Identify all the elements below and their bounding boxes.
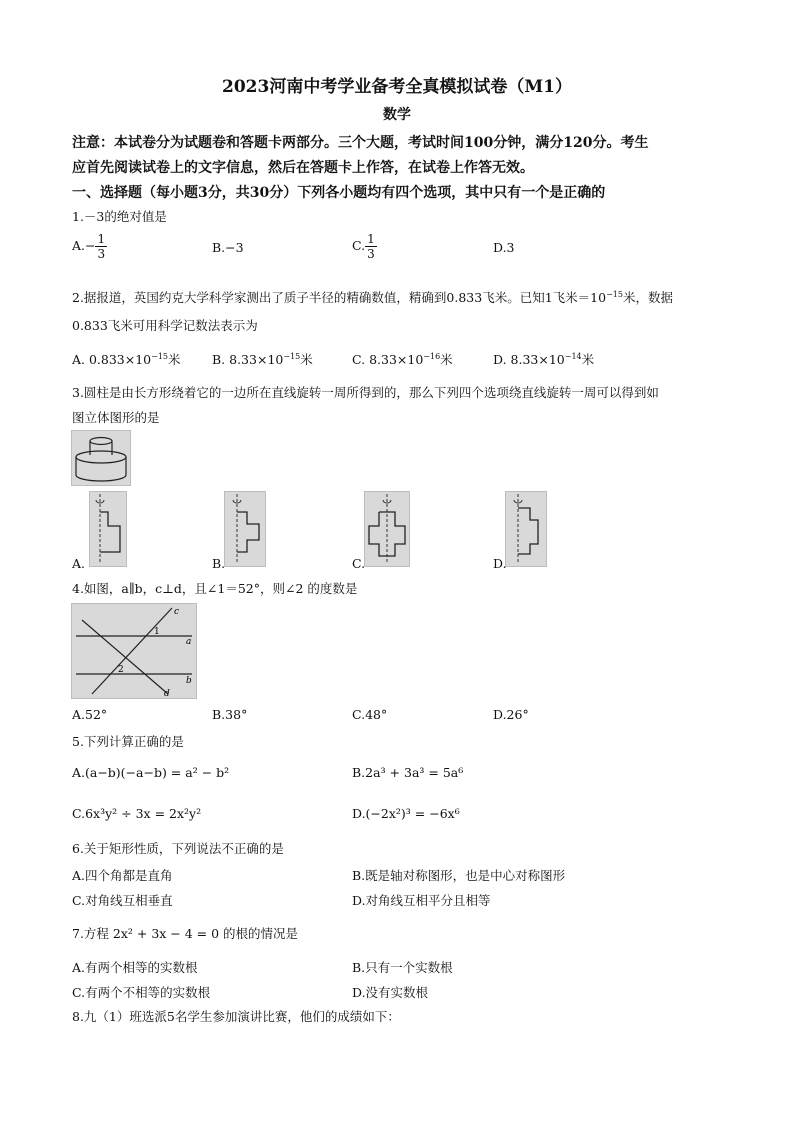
q1-option-a-prefix: A.− [72,238,96,253]
q3-option-d-label: D. [493,556,507,571]
q4-label-d: d [164,689,170,699]
q3-option-b-label: B. [212,556,226,571]
question-5-stem: 5.下列计算正确的是 [72,734,184,749]
q2-option-c-exponent: −16 [423,351,441,361]
question-8-stem: 8.九（1）班选派5名学生参加演讲比赛，他们的成绩如下： [72,1009,400,1024]
q2-option-b [212,350,313,368]
q2-option-b-unit: 米 [300,352,313,367]
q5-option-c: C.6x³y² ÷ 3x = 2x²y² [72,806,202,821]
q2-option-d-base: D. 8.33×10 [493,352,565,367]
q6-option-b: B.既是轴对称图形，也是中心对称图形 [352,868,566,883]
q3-solid-figure [71,430,131,486]
q7-option-a: A.有两个相等的实数根 [72,960,198,975]
q1-option-d: D.3 [493,240,515,255]
notice-line-1: 注意：本试卷分为试题卷和答题卡两部分。三个大题，考试时间100分钟，满分120分。考生 [72,135,649,151]
q3-option-a-figure [89,491,127,567]
q1-option-a-denominator: 3 [97,247,106,261]
question-7-stem: 7.方程 2x² + 3x − 4 = 0 的根的情况是 [72,926,299,941]
q4-angle-1: 1 [154,627,160,637]
q2-option-a-exponent: −15 [151,351,169,361]
q3-option-c-label: C. [352,556,366,571]
q3-option-b-figure [224,491,266,567]
question-4-stem: 4.如图，a∥b，c⊥d，且∠1＝52°，则∠2 的度数是 [72,581,358,596]
q5-option-d: D.(−2x²)³ = −6x⁶ [352,806,460,821]
q2-stem-exponent: −15 [606,290,623,299]
q4-label-a: a [186,637,192,647]
q2-option-c [352,350,453,368]
q1-option-a-fraction [95,232,107,261]
q6-option-a: A.四个角都是直角 [72,868,173,883]
q3-option-d-figure [505,491,547,567]
question-3-stem-line-1: 3.圆柱是由长方形绕着它的一边所在直线旋转一周所得到的，那么下列四个选项绕直线旋转一周可以得到如 [72,385,659,400]
q2-option-d-unit: 米 [581,352,595,367]
question-1-stem: 1.－3的绝对值是 [72,209,167,224]
q1-option-c-denominator: 3 [367,247,375,261]
q2-option-a-unit: 米 [168,352,181,367]
q2-option-a-base: A. 0.833×10 [72,352,152,367]
q4-option-d: D.26° [493,707,529,722]
q2-option-a [72,350,181,368]
q6-option-c: C.对角线互相垂直 [72,893,173,908]
q5-option-a: A.(a−b)(−a−b) = a² − b² [72,765,230,780]
question-3-stem-line-2: 图立体图形的是 [72,410,160,425]
question-2-stem-line-1 [72,282,732,310]
q2-stem-text: 2.据报道，英国约克大学科学家测出了质子半径的精确数值，精确到0.833飞米。已知1飞米＝10 [72,290,607,306]
q3-option-a-label: A. [72,556,86,571]
q2-option-b-base: B. 8.33×10 [212,352,284,367]
q7-option-c: C.有两个不相等的实数根 [72,985,211,1000]
q4-option-c: C.48° [352,707,388,722]
notice-line-2: 应首先阅读试卷上的文字信息，然后在答题卡上作答，在试卷上作答无效。 [72,160,534,176]
q7-option-d: D.没有实数根 [352,985,429,1000]
q3-option-c-figure [364,491,410,567]
subject-label: 数学 [383,107,411,123]
q4-label-b: b [186,676,192,686]
q2-option-c-base: C. 8.33×10 [352,352,424,367]
q6-option-d: D.对角线互相平分且相等 [352,893,491,908]
q2-option-d-exponent: −14 [564,351,582,361]
q1-option-b: B.−3 [212,240,244,255]
q1-option-c [352,232,377,261]
page-title: 2023河南中考学业备考全真模拟试卷（M1） [222,77,572,97]
section-1-heading: 一、选择题（每小题3分，共30分）下列各小题均有四个选项，其中只有一个是正确的 [72,185,606,201]
q4-angle-2: 2 [118,665,124,675]
q1-option-c-numerator: 1 [367,232,375,246]
q4-figure [71,603,197,699]
q5-option-b: B.2a³ + 3a³ = 5a⁶ [352,765,464,780]
q1-option-c-prefix: C. [352,238,366,253]
q4-option-a: A.52° [72,707,108,722]
q4-option-b: B.38° [212,707,248,722]
q2-option-d [493,350,594,368]
q1-option-a-numerator: 1 [97,232,106,246]
q1-option-a [72,232,107,261]
q7-option-b: B.只有一个实数根 [352,960,453,975]
q2-option-c-unit: 米 [440,352,453,367]
q4-label-c: c [174,607,180,617]
question-6-stem: 6.关于矩形性质，下列说法不正确的是 [72,841,284,856]
question-2-stem-line-2: 0.833飞米可用科学记数法表示为 [72,318,258,333]
q2-stem-tail: 米，数据 [622,290,673,306]
q2-option-b-exponent: −15 [283,351,301,361]
q1-option-c-fraction [365,232,377,261]
